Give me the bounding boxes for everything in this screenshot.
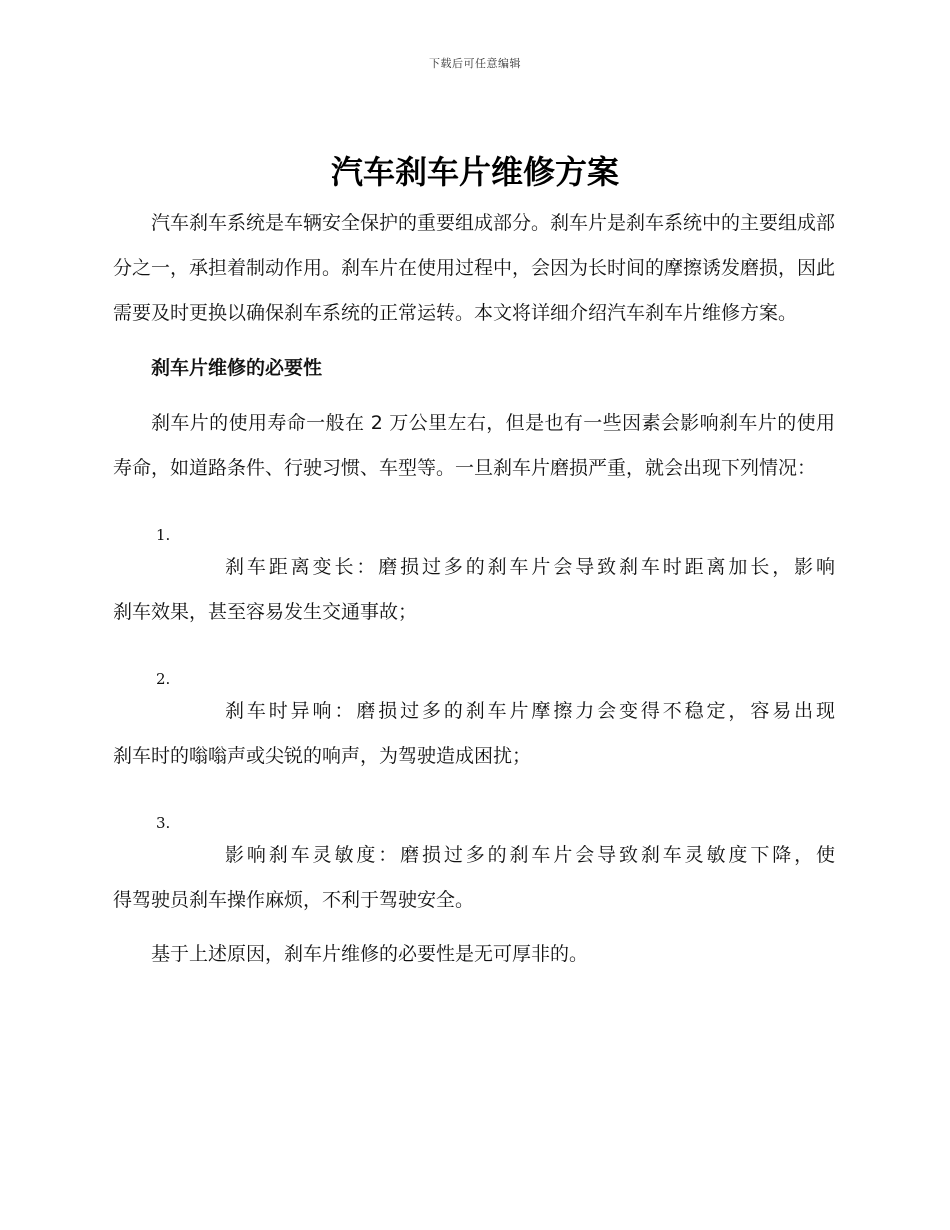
section-heading: 刹车片维修的必要性 <box>151 357 323 379</box>
conclusion-paragraph: 基于上述原因，刹车片维修的必要性是无可厚非的。 <box>151 943 589 965</box>
document-body <box>113 201 835 977</box>
list-item: 3. 影响刹车灵敏度：磨损过多的刹车片会导致刹车灵敏度下降，使 得驾驶员刹车操作麻烦，不利于驾驶安全。 <box>113 788 835 923</box>
intro-paragraph: 汽车刹车系统是车辆安全保护的重要组成部分。刹车片是刹车系统中的主要组成部分之一，承担着制动作用。刹车片在使用过程中，会因为长时间的摩擦诱发磨损，因此需要及时更换以确保刹车系统的正常运转。本文将详细介绍汽车刹车片维修方案。 <box>113 212 836 324</box>
list-item-first-line: 刹车时异响：磨损过多的刹车片摩擦力会变得不稳定，容易出现 <box>225 700 835 722</box>
section-paragraph: 刹车片的使用寿命一般在 2 万公里左右，但是也有一些因素会影响刹车片的使用寿命，如道路条件、行驶习惯、车型等。一旦刹车片磨损严重，就会出现下列情况： <box>113 412 835 479</box>
page-header-note: 下载后可任意编辑 <box>429 57 521 70</box>
page-title: 汽车刹车片维修方案 <box>330 153 619 191</box>
list-item-first-line: 刹车距离变长：磨损过多的刹车片会导致刹车时距离加长，影响 <box>225 556 835 578</box>
list-item: 1. 刹车距离变长：磨损过多的刹车片会导致刹车时距离加长，影响 刹车效果，甚至容易发生交通事故； <box>113 500 835 635</box>
list-item-first-line: 影响刹车灵敏度：磨损过多的刹车片会导致刹车灵敏度下降，使 <box>225 844 835 866</box>
list-item-continuation: 刹车时的嗡嗡声或尖锐的响声，为驾驶造成困扰； <box>113 745 532 767</box>
list-item: 2. 刹车时异响：磨损过多的刹车片摩擦力会变得不稳定，容易出现 刹车时的嗡嗡声或尖锐的响声，为驾驶造成困扰； <box>113 644 835 779</box>
list-item-continuation: 刹车效果，甚至容易发生交通事故； <box>113 601 418 623</box>
list-item-continuation: 得驾驶员刹车操作麻烦，不利于驾驶安全。 <box>113 889 475 911</box>
